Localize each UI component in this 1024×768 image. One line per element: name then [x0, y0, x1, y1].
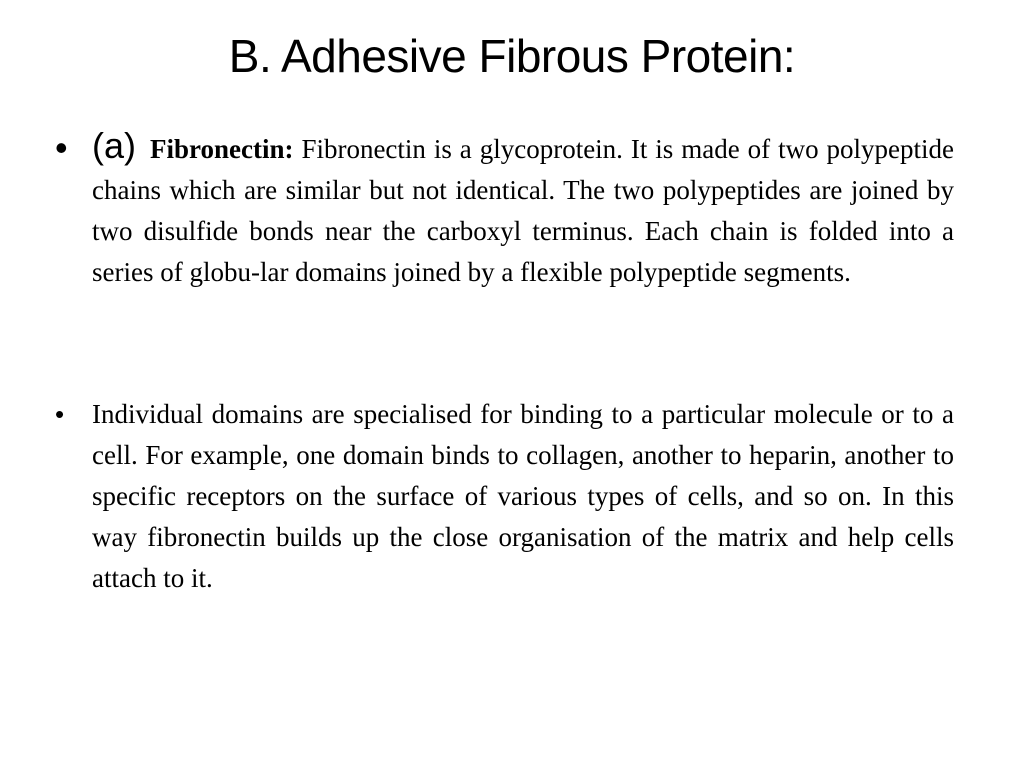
term-heading: Fibronectin: — [150, 134, 294, 164]
bullet-text — [92, 125, 954, 293]
bullet-item-domains — [55, 394, 955, 599]
bullet-icon: • — [55, 127, 68, 168]
slide-title: B. Adhesive Fibrous Protein: — [228, 30, 796, 82]
term-definition: Fibronectin is a glycoprotein. It is made of two polypeptide chains which are similar but not identical. The two polypeptides are joined by two disulfide bonds near the carboxyl terminus. Each chain is folded into a series of globu-lar domains joined by a flexible polypeptide segments. — [92, 134, 954, 287]
bullet-text: Individual domains are specialised for binding to a particular molecule or to a cell. For example, one domain binds to collagen, another to heparin, another to specific receptors on the surface of various types of cells, and so on. In this way fibronectin builds up the close organisation of the matrix and help cells attach to it. — [92, 399, 954, 593]
bullet-marker: (a) — [92, 125, 136, 166]
bullet-icon: • — [55, 399, 65, 429]
bullet-item-fibronectin — [55, 125, 955, 293]
